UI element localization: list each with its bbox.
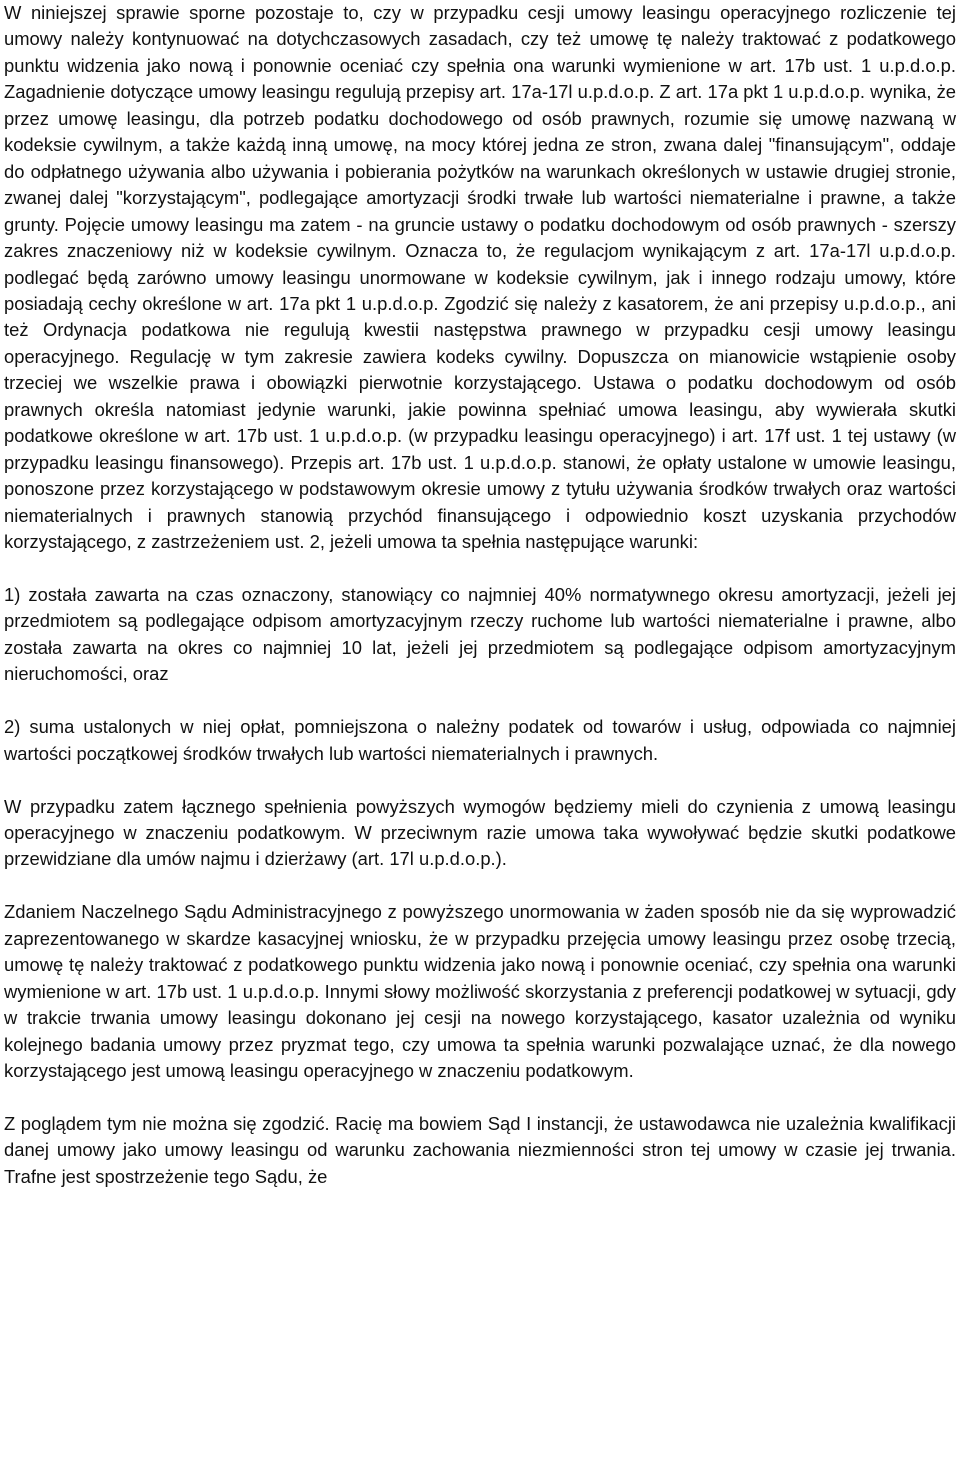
paragraph-spacer [4,1085,956,1111]
paragraph-spacer [4,767,956,793]
document-page [4,0,956,1190]
paragraph-spacer [4,556,956,582]
paragraph-condition-2: 2) suma ustalonych w niej opłat, pomniejszona o należny podatek od towarów i usług, odpowiada co najmniej wartości początkowej środków trwałych lub wartości niematerialnych i prawnych. [4,716,956,764]
paragraph-disagreement: Z poglądem tym nie można się zgodzić. Racię ma bowiem Sąd I instancji, że ustawodawca nie uzależnia kwalifikacji danej umowy jako umowy leasingu od warunku zachowania niezmienności stron tej umowy w czasie jej trwania. Trafne jest spostrzeżenie tego Sądu, że [4,1112,956,1187]
paragraph-condition-1: 1) została zawarta na czas oznaczony, stanowiący co najmniej 40% normatywnego okresu amortyzacji, jeżeli jej przedmiotem są podlegające odpisom amortyzacyjnym rzeczy ruchome lub wartości niematerialne i prawne, albo została zawarta na okres co najmniej 10 lat, jeżeli jej przedmiotem są podlegające odpisom amortyzacyjnym nieruchomości, oraz [4,583,956,685]
paragraph-court-opinion: Zdaniem Naczelnego Sądu Administracyjnego z powyższego unormowania w żaden sposób nie da się wyprowadzić zaprezentowanego w skardze kasacyjnej wniosku, że w przypadku przejęcia umowy leasingu przez osobę trzecią, umowę tę należy traktować z podatkowego punktu widzenia jako nową i ponownie oceniać, czy spełnia ona warunki wymienione w art. 17b ust. 1 u.p.d.o.p. Innymi słowy możliwość skorzystania z preferencji podatkowej w sytuacji, gdy w trakcie trwania umowy leasingu dokonano jej cesji na nowego korzystającego, kasator uzależnia od wyniku kolejnego badania umowy przez pryzmat tego, czy umowa ta spełnia warunki pozwalające uznać, że dla nowego korzystającego jest umową leasingu operacyjnego w znaczeniu podatkowym. [4,901,956,1082]
paragraph-joint-fulfillment: W przypadku zatem łącznego spełnienia powyższych wymogów będziemy mieli do czynienia z umową leasingu operacyjnego w znaczeniu podatkowym. W przeciwnym razie umowa taka wywoływać będzie skutki podatkowe przewidziane dla umów najmu i dzierżawy (art. 17l u.p.d.o.p.). [4,795,956,870]
paragraph-spacer [4,873,956,899]
paragraph-lease-dispute: W niniejszej sprawie sporne pozostaje to, czy w przypadku cesji umowy leasingu operacyjnego rozliczenie tej umowy należy kontynuować na dotychczasowych zasadach, czy też umowę tę należy traktować z podatkowego punktu widzenia jako nową i ponownie oceniać czy spełnia ona warunki wymienione w art. 17b ust. 1 u.p.d.o.p. Zagadnienie dotyczące umowy leasingu regulują przepisy art. 17a-17l u.p.d.o.p. Z art. 17a pkt 1 u.p.d.o.p. wynika, że przez umowę leasingu, dla potrzeb podatku dochodowego od osób prawnych, rozumie się umowę nazwaną w kodeksie cywilnym, a także każdą inną umowę, na mocy której jedna ze stron, zwana dalej "finansującym", oddaje do odpłatnego używania albo używania i pobierania pożytków na warunkach określonych w ustawie drugiej stronie, zwanej dalej "korzystającym", podlegające amortyzacji środki trwałe lub wartości niematerialne i prawne, a także grunty. Pojęcie umowy leasingu ma zatem - na gruncie ustawy o podatku dochodowym od osób prawnych - szerszy zakres znaczeniowy niż w kodeksie cywilnym. Oznacza to, że regulacjom wynikającym z art. 17a-17l u.p.d.o.p. podlegać będą zarówno umowy leasingu unormowane w kodeksie cywilnym, jak i innego rodzaju umowy, które posiadają cechy określone w art. 17a pkt 1 u.p.d.o.p. Zgodzić się należy z kasatorem, że ani przepisy u.p.d.o.p., ani też Ordynacja podatkowa nie regulują kwestii następstwa prawnego w przypadku cesji umowy leasingu operacyjnego. Regulację w tym zakresie zawiera kodeks cywilny. Dopuszcza on mianowicie wstąpienie osoby trzeciej we wszelkie prawa i obowiązki pierwotnie korzystającego. Ustawa o podatku dochodowym od osób prawnych określa natomiast jedynie warunki, jakie powinna spełniać umowa leasingu, aby wywierała skutki podatkowe określone w art. 17b ust. 1 u.p.d.o.p. (w przypadku leasingu operacyjnego) i art. 17f ust. 1 tej ustawy (w przypadku leasingu finansowego). Przepis art. 17b ust. 1 u.p.d.o.p. stanowi, że opłaty ustalone w umowie leasingu, ponoszone przez korzystającego w podstawowym okresie umowy z tytułu używania środków trwałych oraz wartości niematerialnych i prawnych stanowią przychód finansującego i odpowiednio koszt uzyskania przychodów korzystającego, z zastrzeżeniem ust. 2, jeżeli umowa ta spełnia następujące warunki: [4,2,956,553]
paragraph-spacer [4,688,956,714]
